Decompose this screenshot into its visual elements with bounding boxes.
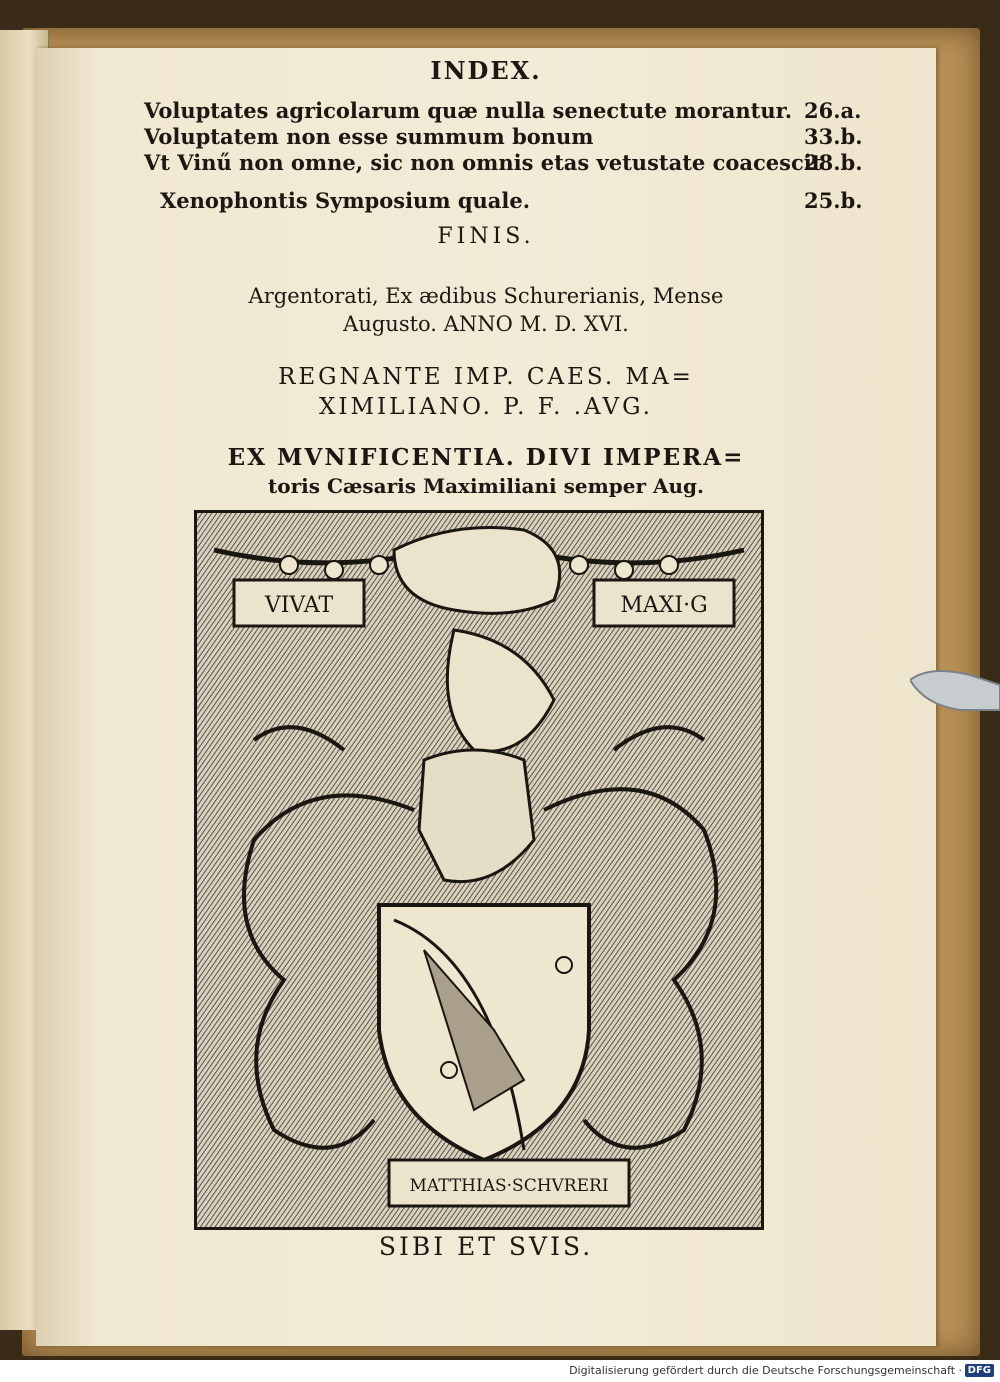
coat-of-arms-woodcut [194, 510, 764, 1230]
index-entry-page: 33.b. [804, 124, 863, 149]
index-entry-text: Voluptates agricolarum quæ nulla senectute morantur. [144, 98, 793, 123]
page-clip [910, 660, 1000, 720]
index-entry-page: 28.b. [804, 150, 863, 175]
imprint-line: Augusto. ANNO M. D. XVI. [343, 312, 629, 336]
regnante-line: REGNANTE IMP. CAES. MA= [278, 364, 694, 390]
banner-right-text: MAXI·G [620, 593, 708, 618]
footer-credit: Digitalisierung gefördert durch die Deutsche Forschungsgemeinschaft · [569, 1364, 962, 1377]
munificentia-line: toris Cæsaris Maximiliani semper Aug. [268, 474, 704, 498]
munificentia-line: EX MVNIFICENTIA. DIVI IMPERA= [227, 444, 745, 471]
index-entry-text: Vt Vinű non omne, sic non omnis etas vetustate coacescit [144, 150, 822, 175]
index-entry-page: 26.a. [804, 98, 862, 123]
dfg-logo: DFG [965, 1364, 994, 1377]
imprint-line: Argentorati, Ex ædibus Schurerianis, Mense [248, 284, 724, 308]
regnante-line: XIMILIANO. P. F. .AVG. [318, 394, 653, 420]
cartouche-text: MATTHIAS·SCHVRERI [409, 1176, 609, 1196]
index-entry-page: 25.b. [804, 188, 863, 213]
footer-bar [0, 1360, 1000, 1382]
index-heading: INDEX. [430, 56, 542, 85]
banner-left-text: VIVAT [264, 593, 334, 618]
index-entry-text: Xenophontis Symposium quale. [160, 188, 531, 213]
motto: SIBI ET SVIS. [378, 1232, 594, 1261]
book-page [36, 48, 936, 1346]
finis-heading: FINIS. [437, 224, 535, 249]
index-entry-text: Voluptatem non esse summum bonum [144, 124, 594, 149]
